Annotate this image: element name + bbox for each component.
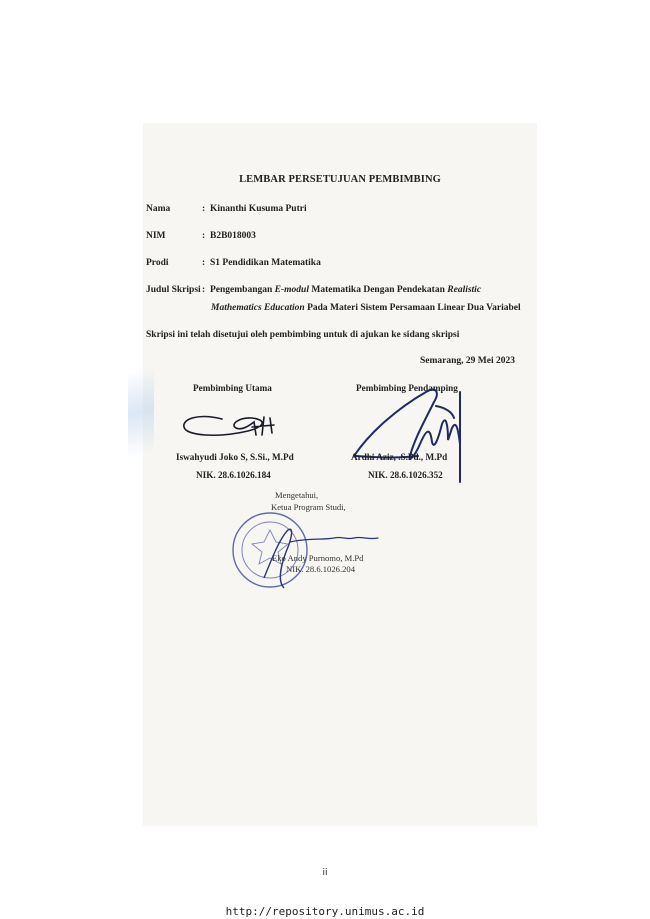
field-nama: [146, 204, 307, 214]
companion-supervisor-nik: NIK. 28.6.1026.352: [368, 470, 443, 480]
repository-url[interactable]: http://repository.unimus.ac.id: [225, 905, 425, 918]
companion-supervisor-role: Pembimbing Pendamping: [356, 383, 458, 393]
judul-line-2: [211, 303, 521, 313]
field-separator: :: [202, 285, 206, 295]
judul-italic: E-modul: [274, 285, 309, 295]
ack-line-1: Mengetahui,: [275, 490, 319, 500]
field-label: Nama: [146, 204, 171, 214]
judul-part: Matematika Dengan Pendekatan: [308, 285, 448, 295]
main-supervisor-role: Pembimbing Utama: [193, 383, 272, 393]
field-label: NIM: [146, 231, 166, 241]
field-label: Prodi: [146, 258, 169, 268]
companion-supervisor-name: Ardhi Aziz, .S.Pd., M.Pd: [351, 452, 448, 462]
main-supervisor-name: Iswahyudi Joko S, S.Si., M.Pd: [176, 452, 294, 462]
page-number: ii: [322, 868, 328, 878]
field-judul: [146, 285, 481, 295]
page-title: LEMBAR PERSETUJUAN PEMBIMBING: [239, 174, 441, 185]
field-value: Kinanthi Kusuma Putri: [210, 204, 307, 214]
main-supervisor-nik: NIK. 28.6.1026.184: [196, 470, 271, 480]
companion-signature: [340, 378, 470, 483]
judul-italic: Realistic: [447, 285, 482, 295]
watermark-logo: [128, 365, 154, 459]
field-prodi: [146, 258, 321, 268]
field-value: S1 Pendidikan Matematika: [210, 258, 321, 268]
judul-part: Pada Materi Sistem Persamaan Linear Dua Variabel: [304, 303, 521, 313]
field-separator: :: [202, 204, 206, 214]
main-signature: [178, 405, 288, 445]
date-line: Semarang, 29 Mei 2023: [420, 356, 515, 366]
ack-line-2: Ketua Program Studi,: [271, 502, 346, 512]
field-separator: :: [202, 231, 206, 241]
judul-part: Pengembangan: [210, 285, 275, 295]
approval-statement: Skripsi ini telah disetujui oleh pembimbing untuk di ajukan ke sidang skripsi: [146, 330, 460, 340]
head-of-program-name: Eko Andy Purnomo, M.Pd: [272, 553, 364, 563]
head-of-program-nik: NIK. 28.6.1026.204: [286, 564, 355, 574]
field-separator: :: [202, 258, 206, 268]
field-nim: [146, 231, 256, 241]
field-label: Judul Skripsi: [146, 285, 201, 295]
field-value: B2B018003: [210, 231, 256, 241]
judul-italic: Mathematics Education: [211, 303, 305, 313]
